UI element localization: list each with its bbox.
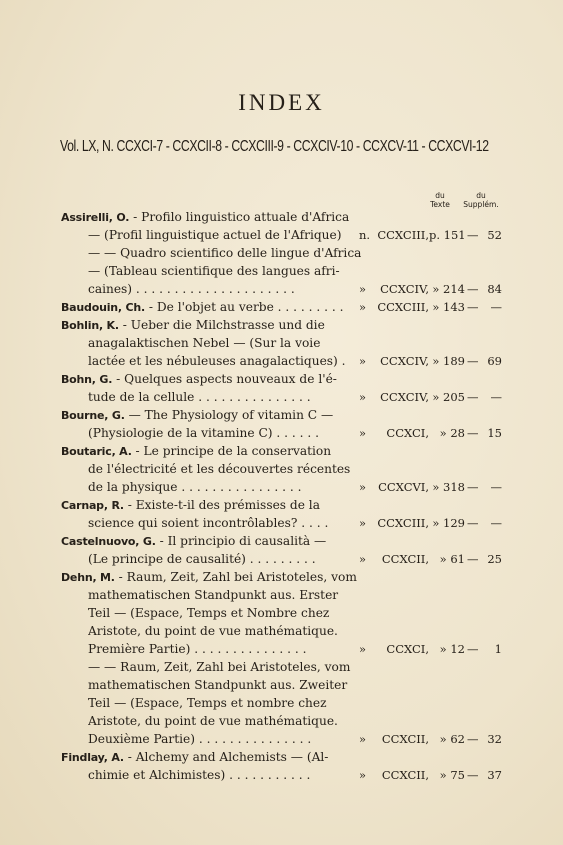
title-text: mathematischen Standpunkt aus. Erster (88, 588, 339, 602)
page-number: » 28 (439, 426, 465, 440)
author-name: Bourne, G. (61, 409, 125, 422)
title-text: - Le principe de la conservation (131, 444, 332, 458)
entry-line (61, 658, 506, 676)
volume-number: CCXCII, (381, 768, 429, 782)
entry-line (61, 496, 506, 514)
volume-number: CCXCIII, (377, 516, 429, 530)
page-separator: — (467, 642, 479, 656)
entry-text (88, 676, 361, 694)
reference-marker: » (359, 732, 367, 746)
reference-marker: » (359, 282, 367, 296)
title-text: — The Physiology of vitamin C — (124, 408, 334, 422)
entry-text (88, 694, 361, 712)
page-number: » 189 (432, 354, 465, 368)
entry-text (61, 568, 361, 587)
entry-line (61, 316, 506, 334)
title-text: Teil — (Espace, Temps et nombre chez (88, 696, 327, 710)
page-separator: — (467, 552, 479, 566)
column-header-supplem-line1: du (476, 191, 486, 200)
title-text: Teil — (Espace, Temps et Nombre chez (88, 606, 330, 620)
entry-line (61, 370, 506, 388)
author-name: Findlay, A. (61, 751, 124, 764)
entry-line (61, 676, 506, 694)
page-number: » 61 (439, 552, 465, 566)
entry-text (88, 550, 361, 568)
title-text: (Le principe de causalité) . . . . . . . . . (88, 552, 316, 566)
index-entry (61, 658, 506, 748)
index-entry (61, 316, 506, 370)
reference-marker: » (359, 426, 367, 440)
title-text: - Il principio di causalità — (155, 534, 327, 548)
title-text: - Ueber die Milchstrasse und die (118, 318, 325, 332)
entry-text (88, 352, 361, 370)
column-header-texte-line1: du (435, 191, 445, 200)
volume-number: CCXCVI, (378, 480, 429, 494)
reference-marker: n. (359, 228, 371, 242)
index-entry (61, 244, 506, 298)
page-number: » 62 (439, 732, 465, 746)
page-separator: — (467, 516, 479, 530)
entry-line (61, 532, 506, 550)
entry-line (61, 748, 506, 766)
title-text: Première Partie) . . . . . . . . . . . . . . . (88, 642, 307, 656)
entry-line (61, 766, 506, 784)
entry-line (61, 730, 506, 748)
title-text: de l'électricité et les découvertes récentes (88, 462, 351, 476)
index-entry (61, 748, 506, 784)
entry-line (61, 388, 506, 406)
title-text: chimie et Alchimistes) . . . . . . . . . . . (88, 768, 311, 782)
supplement-page: 1 (494, 642, 502, 656)
supplement-page: 15 (487, 426, 502, 440)
supplement-page: 52 (487, 228, 502, 242)
column-header-supplem-line2: Supplém. (463, 200, 499, 209)
title-text: — — Quadro scientifico delle lingue d'Africa (88, 246, 361, 260)
entry-line (61, 712, 506, 730)
supplement-page: — (490, 390, 502, 404)
entry-line (61, 604, 506, 622)
page-number: » 75 (439, 768, 465, 782)
page-number: » 12 (439, 642, 465, 656)
author-name: Baudouin, Ch. (61, 301, 145, 314)
volume-number: CCXCIII, (377, 300, 429, 314)
reference-marker: » (359, 516, 367, 530)
entry-text (88, 766, 361, 784)
supplement-page: 69 (487, 354, 502, 368)
supplement-page: 25 (487, 552, 502, 566)
volume-number: CCXCIII, (377, 228, 429, 242)
page-number: » 143 (432, 300, 465, 314)
entry-text (88, 478, 361, 496)
title-text: lactée et les nébuleuses anagalactiques) . (88, 354, 346, 368)
entry-text (88, 604, 361, 622)
title-text: - Alchemy and Alchemists — (Al- (123, 750, 329, 764)
entry-line (61, 568, 506, 586)
author-name: Boutaric, A. (61, 445, 132, 458)
page-separator: — (467, 390, 479, 404)
entry-text (88, 424, 361, 442)
index-entry (61, 496, 506, 532)
entry-text (88, 280, 361, 298)
title-text: — — Raum, Zeit, Zahl bei Aristoteles, vom (88, 660, 351, 674)
entry-line (61, 226, 506, 244)
entry-text (88, 226, 361, 244)
title-text: - Profilo linguistico attuale d'Africa (129, 210, 350, 224)
entry-line (61, 550, 506, 568)
author-name: Assirelli, O. (61, 211, 130, 224)
author-name: Carnap, R. (61, 499, 124, 512)
entry-text (88, 586, 361, 604)
entry-text (88, 640, 361, 658)
entry-text (88, 334, 361, 352)
entry-text (61, 298, 361, 317)
title-text: mathematischen Standpunkt aus. Zweiter (88, 678, 348, 692)
page-number: » 214 (432, 282, 465, 296)
page-separator: — (467, 768, 479, 782)
page-number: » 129 (432, 516, 465, 530)
entry-text (88, 712, 361, 730)
index-entry (61, 406, 506, 442)
volume-number: CCXCII, (381, 732, 429, 746)
entry-text (61, 532, 361, 551)
entry-line (61, 694, 506, 712)
entry-line (61, 460, 506, 478)
title-text: science qui soient incontrôlables? . . . . (88, 516, 329, 530)
reference-marker: » (359, 390, 367, 404)
supplement-page: 37 (487, 768, 502, 782)
entry-text (61, 748, 361, 767)
entry-text (61, 496, 361, 515)
author-name: Dehn, M. (61, 571, 115, 584)
reference-marker: » (359, 642, 367, 656)
entry-line (61, 640, 506, 658)
index-entry (61, 568, 506, 658)
index-entry (61, 442, 506, 496)
entry-text (61, 406, 361, 425)
page-title: INDEX (238, 90, 325, 115)
title-text: de la physique . . . . . . . . . . . . . . . . (88, 480, 302, 494)
index-entry (61, 208, 506, 244)
title-text: tude de la cellule . . . . . . . . . . . . . . . (88, 390, 311, 404)
index-entries (61, 208, 506, 784)
entry-text (61, 208, 361, 227)
supplement-page: 32 (487, 732, 502, 746)
entry-text (61, 370, 361, 389)
entry-line (61, 442, 506, 460)
title-text: — (Tableau scientifique des langues afri- (88, 264, 340, 278)
entry-line (61, 262, 506, 280)
page-separator: — (467, 732, 479, 746)
reference-marker: » (359, 552, 367, 566)
entry-line (61, 208, 506, 226)
volume-subtitle: Vol. LX, N. CCXCI-7 - CCXCII-8 - CCXCIII-9 - CCXCIV-10 - CCXCV-11 - CCXCVI-12 (60, 138, 489, 155)
title-text: - De l'objet au verbe . . . . . . . . . (145, 300, 344, 314)
page-separator: — (467, 354, 479, 368)
entry-text (88, 730, 361, 748)
entry-line (61, 586, 506, 604)
index-entry (61, 532, 506, 568)
index-entry (61, 370, 506, 406)
entry-text (88, 388, 361, 406)
author-name: Bohlin, K. (61, 319, 119, 332)
volume-number: CCXCI, (386, 426, 429, 440)
entry-text (88, 262, 361, 280)
entry-line (61, 298, 506, 316)
title-text: Aristote, du point de vue mathématique. (88, 714, 338, 728)
entry-text (61, 316, 361, 335)
volume-number: CCXCIV, (380, 282, 429, 296)
entry-line (61, 406, 506, 424)
page-separator: — (467, 480, 479, 494)
title-text: (Physiologie de la vitamine C) . . . . . . (88, 426, 320, 440)
entry-text (88, 658, 361, 676)
page-number: p. 151 (429, 228, 466, 242)
entry-line (61, 514, 506, 532)
title-text: - Raum, Zeit, Zahl bei Aristoteles, vom (114, 570, 357, 584)
reference-marker: » (359, 768, 367, 782)
entry-line (61, 334, 506, 352)
entry-text (88, 622, 361, 640)
page-number: » 318 (432, 480, 465, 494)
reference-marker: » (359, 300, 367, 314)
supplement-page: 84 (487, 282, 502, 296)
column-header-texte-line2: Texte (430, 200, 450, 209)
page-separator: — (467, 300, 479, 314)
entry-line (61, 424, 506, 442)
title-text: caines) . . . . . . . . . . . . . . . . . . . . . (88, 282, 295, 296)
title-text: Deuxième Partie) . . . . . . . . . . . . . . . (88, 732, 312, 746)
title-text: Aristote, du point de vue mathématique. (88, 624, 338, 638)
title-text: - Existe-t-il des prémisses de la (123, 498, 320, 512)
volume-number: CCXCII, (381, 552, 429, 566)
entry-line (61, 622, 506, 640)
entry-text (61, 442, 361, 461)
reference-marker: » (359, 480, 367, 494)
author-name: Castelnuovo, G. (61, 535, 156, 548)
supplement-page: — (490, 480, 502, 494)
entry-line (61, 244, 506, 262)
title-text: — (Profil linguistique actuel de l'Afrique) (88, 228, 342, 242)
page-separator: — (467, 282, 479, 296)
title-text: - Quelques aspects nouveaux de l'é- (112, 372, 337, 386)
volume-number: CCXCIV, (380, 390, 429, 404)
entry-text (88, 244, 361, 262)
supplement-page: — (490, 300, 502, 314)
entry-text (88, 460, 361, 478)
title-text: anagalaktischen Nebel — (Sur la voie (88, 336, 321, 350)
entry-line (61, 478, 506, 496)
index-entry (61, 298, 506, 316)
author-name: Bohn, G. (61, 373, 113, 386)
volume-number: CCXCI, (386, 642, 429, 656)
supplement-page: — (490, 516, 502, 530)
page-number: » 205 (432, 390, 465, 404)
column-header-supplem (451, 191, 511, 209)
page-separator: — (467, 228, 479, 242)
entry-text (88, 514, 361, 532)
reference-marker: » (359, 354, 367, 368)
volume-number: CCXCIV, (380, 354, 429, 368)
entry-line (61, 280, 506, 298)
entry-line (61, 352, 506, 370)
page-separator: — (467, 426, 479, 440)
